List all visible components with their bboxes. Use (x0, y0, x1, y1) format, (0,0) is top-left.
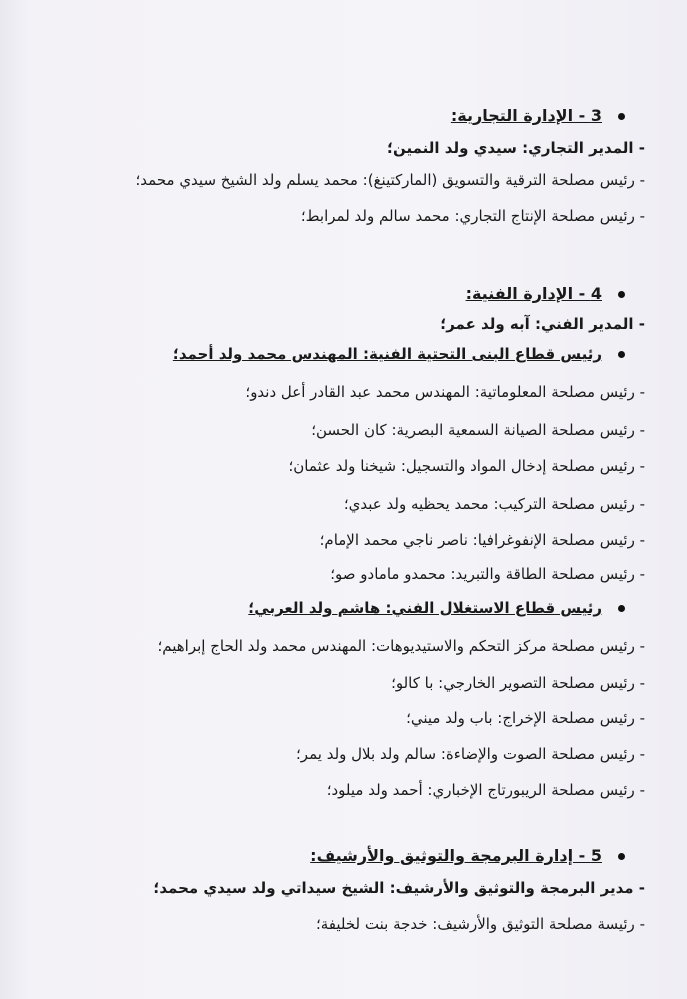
section-3-item-2: - رئيس مصلحة الإنتاج التجاري: محمد سالم ولد لمرابط؛ (300, 207, 645, 225)
infra-item-5: - رئيس مصلحة الإنفوغرافيا: ناصر ناجي محمد الإمام؛ (319, 531, 645, 549)
infra-item-1: - رئيس مصلحة المعلوماتية: المهندس محمد عبد القادر أعل دندو؛ (245, 383, 645, 401)
bullet-icon (618, 351, 625, 358)
section-5-director: - مدير البرمجة والتوثيق والأرشيف: الشيخ سيداتي ولد سيدي محمد؛ (153, 879, 645, 897)
section-3-director: - المدير التجاري: سيدي ولد النمين؛ (387, 139, 645, 157)
infra-heading (40, 344, 625, 364)
section-5-item-1: - رئيسة مصلحة التوثيق والأرشيف: خدجة بنت لخليفة؛ (315, 915, 645, 933)
infra-item-4: - رئيس مصلحة التركيب: محمد يحظيه ولد عبدي؛ (343, 495, 645, 513)
ops-head: رئيس قطاع الاستغلال الفني: هاشم ولد العربي؛ (248, 599, 602, 617)
bullet-icon (618, 605, 625, 612)
ops-item-2: - رئيس مصلحة التصوير الخارجي: با كالو؛ (391, 674, 645, 692)
ops-heading (40, 598, 625, 618)
infra-item-2: - رئيس مصلحة الصيانة السمعية البصرية: كان الحسن؛ (311, 421, 645, 439)
infra-item-3: - رئيس مصلحة إدخال المواد والتسجيل: شيخنا ولد عثمان؛ (288, 457, 645, 475)
infra-head: رئيس قطاع البنى التحتية الفنية: المهندس محمد ولد أحمد؛ (172, 345, 602, 363)
ops-item-4: - رئيس مصلحة الصوت والإضاءة: سالم ولد بلال ولد يمر؛ (296, 745, 645, 763)
section-4-heading (40, 284, 625, 304)
ops-item-5: - رئيس مصلحة الريبورتاج الإخباري: أحمد ولد ميلود؛ (326, 781, 645, 799)
bullet-icon (618, 291, 625, 298)
section-5-title: 5 - إدارة البرمجة والتوثيق والأرشيف: (310, 846, 602, 865)
section-4-director: - المدير الفني: آبه ولد عمر؛ (440, 315, 645, 333)
bullet-icon (618, 853, 625, 860)
bullet-icon (618, 113, 625, 120)
infra-item-6: - رئيس مصلحة الطاقة والتبريد: محمدو مامادو صو؛ (330, 565, 645, 583)
section-3-item-1: - رئيس مصلحة الترقية والتسويق (الماركتينغ): محمد يسلم ولد الشيخ سيدي محمد؛ (135, 171, 645, 189)
ops-item-1: - رئيس مصلحة مركز التحكم والاستيديوهات: المهندس محمد ولد الحاج إبراهيم؛ (157, 637, 645, 655)
section-5-heading (40, 846, 625, 866)
ops-item-3: - رئيس مصلحة الإخراج: باب ولد ميني؛ (406, 709, 645, 727)
section-4-title: 4 - الإدارة الفنية: (465, 284, 602, 303)
section-3-heading (40, 106, 625, 126)
section-3-title: 3 - الإدارة التجارية: (450, 106, 602, 125)
